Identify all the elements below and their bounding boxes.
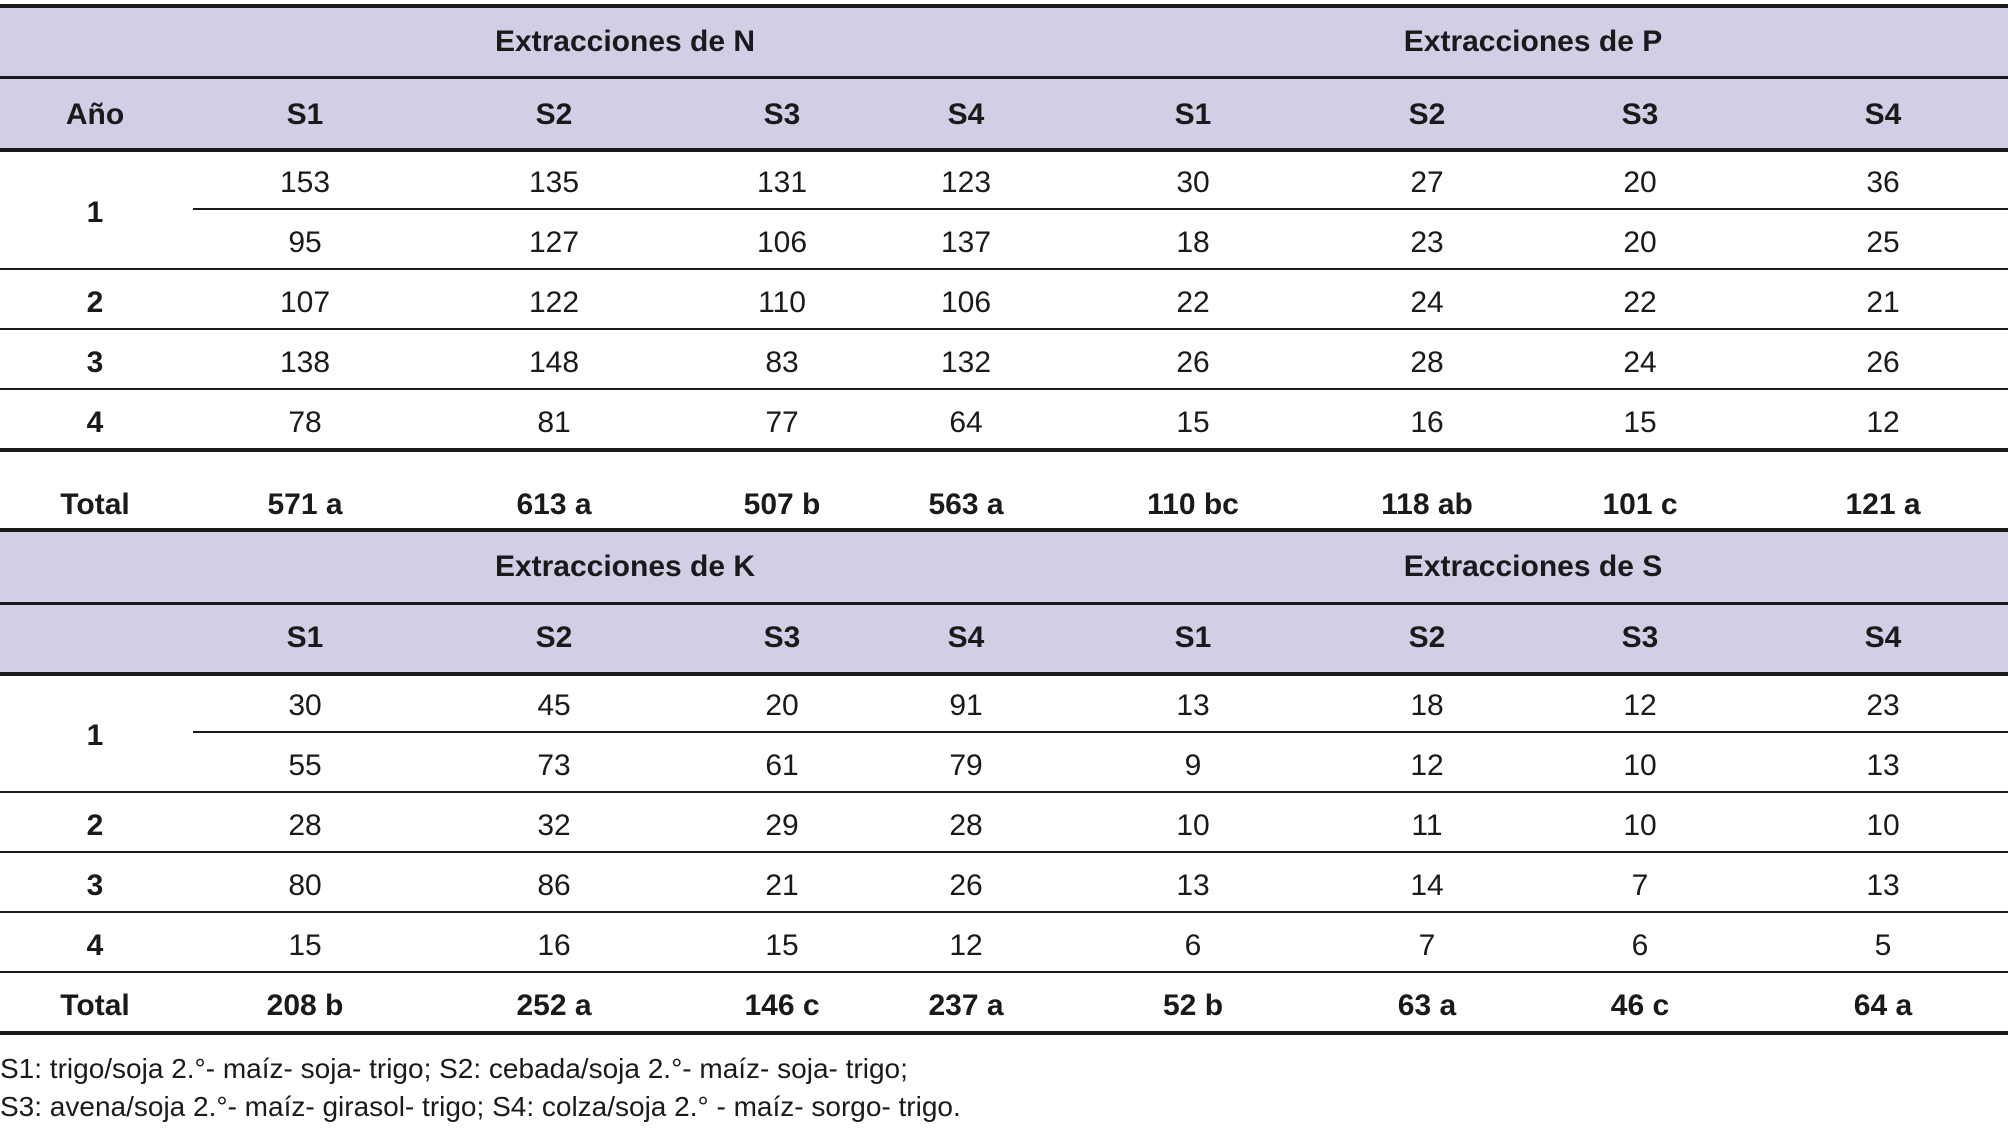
table-cell: 28	[949, 809, 983, 842]
table-cell: 80	[288, 869, 322, 902]
table-cell: 77	[765, 406, 799, 439]
table-cell: 7	[1631, 869, 1649, 902]
table-cell: 64	[949, 406, 983, 439]
column-header: S2	[1408, 98, 1446, 131]
group-header: Extracciones de P	[1403, 25, 1663, 58]
table-cell: 153	[279, 166, 331, 199]
table-rule	[0, 76, 2008, 79]
column-header: S2	[535, 621, 573, 654]
year-cell: 4	[86, 929, 104, 962]
table-cell: 26	[1866, 346, 1900, 379]
table-cell: 45	[537, 689, 571, 722]
table-cell: 83	[765, 346, 799, 379]
total-cell: 208 b	[266, 989, 344, 1022]
group-header: Extracciones de S	[1403, 550, 1663, 583]
table-cell: 20	[1623, 166, 1657, 199]
table-cell: 32	[537, 809, 571, 842]
column-header: S2	[535, 98, 573, 131]
total-cell: 146 c	[744, 989, 820, 1022]
column-header: S1	[286, 98, 324, 131]
table-cell: 18	[1176, 226, 1210, 259]
table-cell: 15	[1623, 406, 1657, 439]
total-cell: 507 b	[743, 488, 821, 521]
column-header: S2	[1408, 621, 1446, 654]
total-cell: 563 a	[928, 488, 1004, 521]
table-cell: 5	[1874, 929, 1892, 962]
total-cell: 52 b	[1162, 989, 1224, 1022]
total-cell: 110 bc	[1147, 488, 1239, 521]
total-label: Total	[60, 488, 130, 521]
table-cell: 6	[1184, 929, 1202, 962]
table-cell: 15	[288, 929, 322, 962]
table-cell: 24	[1623, 346, 1657, 379]
column-header: S3	[763, 621, 801, 654]
table-cell: 107	[279, 286, 331, 319]
table-cell: 81	[537, 406, 571, 439]
table-cell: 9	[1184, 749, 1202, 782]
table-cell: 18	[1410, 689, 1444, 722]
table-cell: 95	[288, 226, 322, 259]
table-cell: 12	[1410, 749, 1444, 782]
table-cell: 10	[1866, 809, 1900, 842]
total-cell: 571 a	[267, 488, 343, 521]
table-cell: 15	[1176, 406, 1210, 439]
total-cell: 237 a	[928, 989, 1004, 1022]
total-cell: 118 ab	[1381, 488, 1473, 521]
total-label: Total	[60, 989, 130, 1022]
table-cell: 15	[765, 929, 799, 962]
table-cell: 20	[1623, 226, 1657, 259]
table-cell: 13	[1176, 689, 1210, 722]
year-cell: 2	[86, 286, 104, 319]
table-cell: 12	[1866, 406, 1900, 439]
column-header: S3	[763, 98, 801, 131]
table-cell: 27	[1410, 166, 1444, 199]
table-rule	[0, 448, 2008, 452]
table-cell: 16	[1410, 406, 1444, 439]
table-cell: 10	[1176, 809, 1210, 842]
total-cell: 46 c	[1610, 989, 1670, 1022]
table-cell: 30	[1176, 166, 1210, 199]
table-rule	[193, 731, 2008, 733]
total-cell: 101 c	[1602, 488, 1678, 521]
year-header: Año	[65, 98, 125, 131]
year-cell: 1	[86, 719, 104, 752]
table-cell: 21	[765, 869, 799, 902]
table-cell: 28	[1410, 346, 1444, 379]
table-cell: 6	[1631, 929, 1649, 962]
column-header: S1	[1174, 98, 1212, 131]
table-rule	[193, 208, 2008, 210]
table-cell: 137	[940, 226, 992, 259]
table-cell: 30	[288, 689, 322, 722]
column-header: S4	[947, 98, 985, 131]
table-cell: 106	[756, 226, 808, 259]
table-cell: 132	[940, 346, 992, 379]
total-cell: 121 a	[1845, 488, 1921, 521]
table-rule	[0, 851, 2008, 853]
table-cell: 123	[940, 166, 992, 199]
table-cell: 91	[949, 689, 983, 722]
table-cell: 23	[1410, 226, 1444, 259]
table-cell: 61	[765, 749, 799, 782]
table-cell: 26	[1176, 346, 1210, 379]
total-cell: 613 a	[516, 488, 592, 521]
table-cell: 24	[1410, 286, 1444, 319]
table-rule	[0, 791, 2008, 793]
table-rule	[0, 602, 2008, 605]
table-rule	[0, 1031, 2008, 1035]
column-header: S4	[1864, 98, 1902, 131]
table-cell: 14	[1410, 869, 1444, 902]
table-cell: 23	[1866, 689, 1900, 722]
footnote-line-2: S3: avena/soja 2.°- maíz- girasol- trigo; S4: colza/soja 2.° - maíz- sorgo- trigo.	[0, 1091, 961, 1122]
table-cell: 78	[288, 406, 322, 439]
table-cell: 13	[1176, 869, 1210, 902]
table-cell: 13	[1866, 869, 1900, 902]
table-cell: 12	[1623, 689, 1657, 722]
table-rule	[0, 971, 2008, 973]
table-cell: 10	[1623, 809, 1657, 842]
column-header: S4	[947, 621, 985, 654]
table-cell: 106	[940, 286, 992, 319]
table-cell: 11	[1411, 809, 1443, 842]
table-rule	[0, 672, 2008, 676]
table-rule	[0, 268, 2008, 270]
year-cell: 2	[86, 809, 104, 842]
table-cell: 127	[528, 226, 580, 259]
table-cell: 148	[528, 346, 580, 379]
table-rule	[0, 4, 2008, 8]
table-cell: 122	[528, 286, 580, 319]
column-header: S3	[1621, 621, 1659, 654]
table-cell: 22	[1176, 286, 1210, 319]
table-cell: 10	[1623, 749, 1657, 782]
table-cell: 36	[1866, 166, 1900, 199]
column-header: S1	[286, 621, 324, 654]
year-header	[20, 613, 170, 663]
table-cell: 26	[949, 869, 983, 902]
table-cell: 13	[1866, 749, 1900, 782]
table-cell: 86	[537, 869, 571, 902]
footnote-line-1: S1: trigo/soja 2.°- maíz- soja- trigo; S2: cebada/soja 2.°- maíz- soja- trigo;	[0, 1053, 908, 1084]
column-header: S1	[1174, 621, 1212, 654]
total-cell: 64 a	[1853, 989, 1913, 1022]
table-rule	[0, 328, 2008, 330]
group-header: Extracciones de K	[494, 550, 756, 583]
table-cell: 22	[1623, 286, 1657, 319]
table-cell: 110	[758, 286, 806, 319]
year-cell: 3	[86, 869, 104, 902]
table-cell: 135	[528, 166, 580, 199]
table-cell: 73	[537, 749, 571, 782]
year-cell: 4	[86, 406, 104, 439]
table-cell: 28	[288, 809, 322, 842]
table-cell: 16	[537, 929, 571, 962]
table-cell: 138	[279, 346, 331, 379]
table-cell: 7	[1418, 929, 1436, 962]
column-header: S3	[1621, 98, 1659, 131]
total-cell: 63 a	[1397, 989, 1457, 1022]
table-cell: 20	[765, 689, 799, 722]
year-cell: 3	[86, 346, 104, 379]
table-cell: 79	[949, 749, 983, 782]
table-cell: 12	[949, 929, 983, 962]
table-cell: 131	[756, 166, 808, 199]
column-header: S4	[1864, 621, 1902, 654]
table-cell: 29	[765, 809, 799, 842]
group-header: Extracciones de N	[494, 25, 756, 58]
year-cell: 1	[86, 196, 104, 229]
table-cell: 55	[288, 749, 322, 782]
table-rule	[0, 148, 2008, 152]
table-cell: 25	[1866, 226, 1900, 259]
total-cell: 252 a	[516, 989, 592, 1022]
table-rule	[0, 388, 2008, 390]
table-rule	[0, 911, 2008, 913]
table-cell: 21	[1866, 286, 1900, 319]
